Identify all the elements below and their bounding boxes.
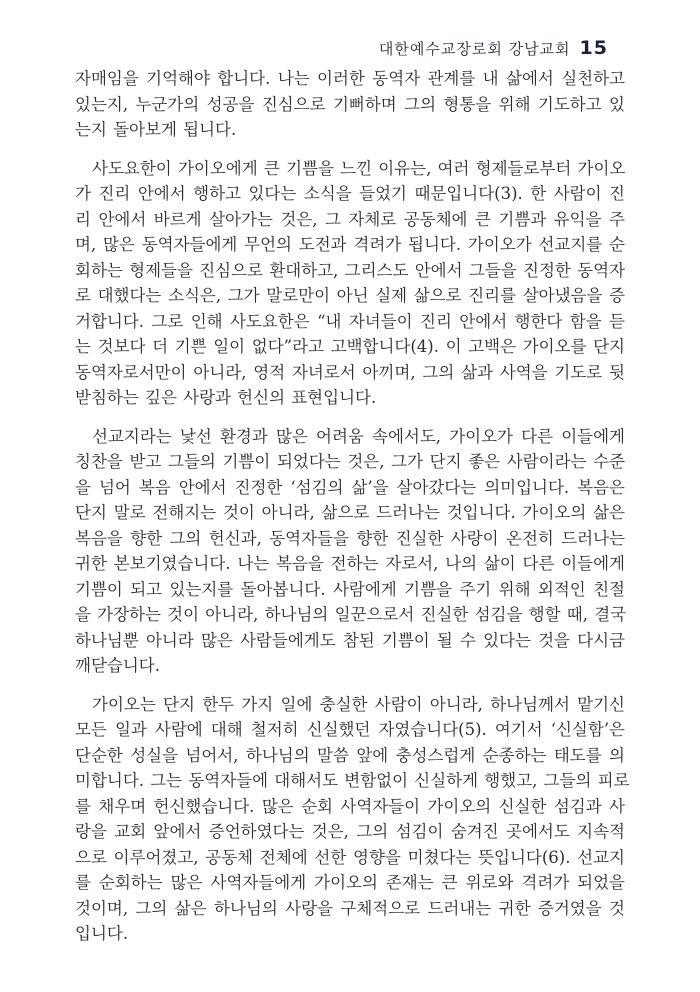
text-line: 복음을 향한 그의 헌신과, 동역자들을 향한 진실한 사랑이 온전히 드러나는	[75, 528, 625, 548]
text-line: 을 가장하는 것이 아니라, 하나님의 일꾼으로서 진실한 섬김을 행할 때, 결국	[75, 605, 627, 624]
paragraph	[75, 692, 630, 947]
text-line: 단지 말로 전해지는 것이 아니라, 삶으로 드러나는 것입니다. 가이오의 삶은	[75, 503, 625, 522]
text-line: 가 진리 안에서 행하고 있다는 소식을 들었기 때문입니다(3). 한 사람이 진	[75, 184, 625, 203]
paragraph	[75, 424, 625, 679]
paragraph	[75, 66, 625, 143]
paragraph	[75, 156, 625, 411]
text-line: 선교지라는 낯선 환경과 많은 어려움 속에서도, 가이오가 다른 이들에게	[92, 426, 625, 446]
header-page-number: 15	[579, 37, 608, 59]
document-body	[75, 66, 630, 947]
text-line: 는 것보다 더 기쁜 일이 없다”라고 고백합니다(4). 이 고백은 가이오를 단지	[75, 337, 625, 356]
text-line: 기쁨이 되고 있는지를 돌아봅니다. 사람에게 기쁨을 주기 위해 외적인 친절	[75, 579, 625, 599]
text-line: 미합니다. 그는 동역자들에 대해서도 변함없이 신실하게 행했고, 그들의 피로	[75, 771, 630, 790]
header-church-name: 대한예수교장로회 강남교회	[378, 40, 571, 58]
text-line: 가이오는 단지 한두 가지 일에 충실한 사람이 아니라, 하나님께서 맡기신	[92, 694, 625, 714]
text-line: 있는지, 누군가의 성공을 진심으로 기뻐하며 그의 형통을 위해 기도하고 있	[75, 94, 625, 114]
text-line: 자매임을 기억해야 합니다. 나는 이러한 동역자 관계를 내 삶에서 실천하고	[75, 69, 625, 88]
text-line: 는지 돌아보게 됩니다.	[75, 120, 237, 139]
text-line: 받침하는 깊은 사랑과 헌신의 표현입니다.	[75, 388, 377, 407]
text-line: 하나님뿐 아니라 많은 사람들에게도 참된 기쁨이 될 수 있다는 것을 다시금	[75, 630, 625, 650]
text-line: 단순한 성실을 넘어서, 하나님의 말씀 앞에 충성스럽게 순종하는 태도를 의	[75, 745, 625, 765]
text-line: 사도요한이 가이오에게 큰 기쁨을 느낀 이유는, 여러 형제들로부터 가이오	[92, 158, 626, 178]
text-line: 동역자로서만이 아니라, 영적 자녀로서 아끼며, 그의 삶과 사역을 기도로 뒷	[75, 362, 625, 382]
text-line: 로 대했다는 소식은, 그가 말로만이 아닌 실제 삶으로 진리를 살아냈음을 증	[75, 286, 625, 305]
text-line: 리 안에서 바르게 살아가는 것은, 그 자체로 공동체에 큰 기쁨과 유익을 주	[75, 209, 625, 229]
text-line: 모든 일과 사람에 대해 철저히 신실했던 자였습니다(5). 여기서 ‘신실함’은	[75, 720, 625, 739]
text-line: 거합니다. 그로 인해 사도요한은 “내 자녀들이 진리 안에서 행한다 함을 듣	[75, 311, 625, 331]
text-line: 을 넘어 복음 안에서 진정한 ‘섬김의 삶’을 살아갔다는 의미입니다. 복음은	[75, 477, 625, 497]
text-line: 칭찬을 받고 그들의 기쁨이 되었다는 것은, 그가 단지 좋은 사람이라는 수준	[75, 452, 625, 471]
text-line: 깨닫습니다.	[75, 656, 160, 675]
text-line: 를 순회하는 많은 사역자들에게 가이오의 존재는 큰 위로와 격려가 되었을	[75, 873, 625, 892]
text-line: 를 채우며 헌신했습니다. 많은 순회 사역자들이 가이오의 신실한 섬김과 사	[75, 796, 625, 816]
text-line: 입니다.	[75, 924, 129, 943]
text-line: 회하는 형제들을 진심으로 환대하고, 그리스도 안에서 그들을 진정한 동역자	[75, 260, 625, 280]
text-line: 으로 이루어졌고, 공동체 전체에 선한 영향을 미쳤다는 뜻입니다(6). 선교지	[75, 847, 625, 867]
text-line: 랑을 교회 앞에서 증언하였다는 것은, 그의 섬김이 숨겨진 곳에서도 지속적	[75, 822, 625, 841]
text-line: 것이며, 그의 삶은 하나님의 사랑을 구체적으로 드러내는 귀한 증거였을 것	[75, 898, 625, 918]
text-line: 며, 많은 동역자들에게 무언의 도전과 격려가 됩니다. 가이오가 선교지를 순	[75, 235, 625, 254]
text-line: 귀한 본보기였습니다. 나는 복음을 전하는 자로서, 나의 삶이 다른 이들에게	[75, 554, 625, 573]
page-header	[379, 37, 608, 59]
